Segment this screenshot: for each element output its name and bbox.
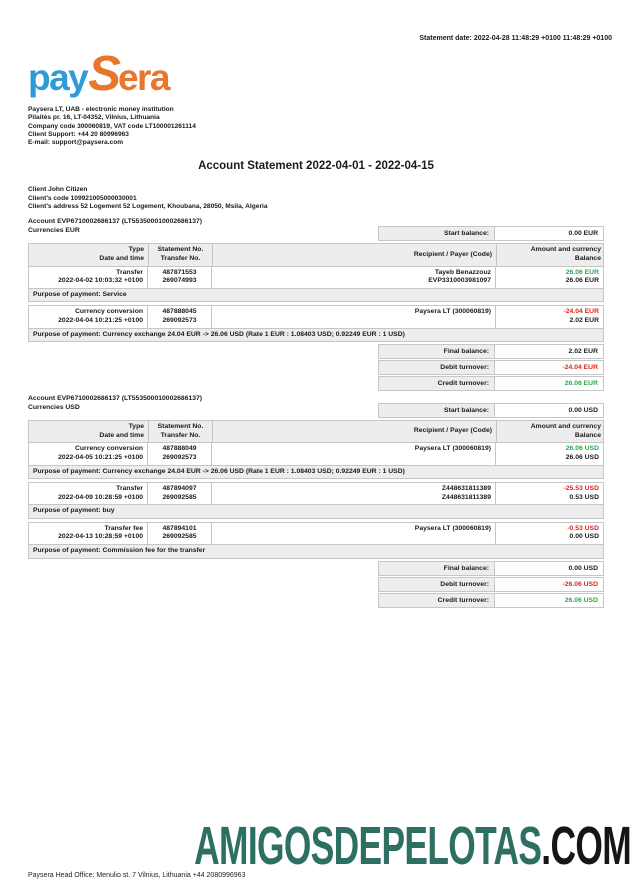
header-statement-no: Statement No. [157, 423, 204, 431]
header-type: Type [128, 246, 144, 254]
debit-turnover-value: -24.04 EUR [495, 360, 604, 375]
logo-text-era: era [117, 57, 170, 98]
transactions-table [28, 420, 604, 559]
client-address-line: Client's address 52 Logement 52 Logement, Khoubana, 28050, Msila, Algeria [28, 203, 268, 211]
client-info [28, 186, 604, 211]
transaction-row [29, 523, 603, 544]
debit-turnover-label: Debit turnover: [378, 360, 495, 375]
txn-balance: 26.06 EUR [565, 277, 599, 285]
footer-head-office: Paysera Head Office: Menulio st. 7 Vilnius, Lithuania +44 2080996963 [28, 872, 246, 879]
txn-amount: -24.04 EUR [563, 308, 599, 316]
debit-turnover-row [28, 577, 604, 592]
transaction-row [29, 483, 603, 504]
header-date-time: Date and time [99, 254, 144, 262]
credit-turnover-value: 26.06 USD [495, 593, 604, 608]
txn-recipient-code: EVP3310003981097 [428, 277, 491, 285]
txn-datetime: 2022-04-13 10:28:59 +0100 [58, 533, 143, 541]
txn-statement-no: 487894097 [162, 485, 197, 493]
txn-transfer-no: 269092573 [162, 453, 197, 461]
final-balance-value: 0.00 USD [495, 561, 604, 576]
txn-type: Transfer [116, 485, 143, 493]
credit-turnover-value: 26.06 EUR [495, 376, 604, 391]
account-header [28, 218, 604, 241]
txn-amount: 26.06 USD [565, 445, 599, 453]
transaction-row [29, 267, 603, 288]
debit-turnover-row [28, 360, 604, 375]
txn-type: Transfer [116, 268, 143, 276]
header-statement-no: Statement No. [157, 246, 204, 254]
txn-statement-no: 487888049 [162, 445, 197, 453]
purpose-of-payment: Purpose of payment: buy [29, 504, 603, 518]
paysera-logo [28, 47, 604, 101]
transaction-row [29, 306, 603, 327]
txn-transfer-no: 269092573 [162, 316, 197, 324]
account-summary [28, 561, 604, 608]
txn-datetime: 2022-04-04 10:21:25 +0100 [58, 316, 143, 324]
txn-balance: 26.06 USD [565, 453, 599, 461]
final-balance-label: Final balance: [378, 344, 495, 359]
purpose-of-payment: Purpose of payment: Currency exchange 24.04 EUR -> 26.06 USD (Rate 1 EUR : 1.08403 USD; 0.92249 EUR : 1 USD) [29, 465, 603, 479]
txn-datetime: 2022-04-05 10:21:25 +0100 [58, 453, 143, 461]
txn-type: Transfer fee [104, 524, 143, 532]
txn-transfer-no: 269092585 [162, 533, 197, 541]
txn-transfer-no: 269092585 [162, 493, 197, 501]
txn-type: Currency conversion [75, 308, 143, 316]
company-address-line: Pilaitės pr. 16, LT-04352, Vilnius, Lithuania [28, 114, 160, 122]
account-summary [28, 344, 604, 391]
debit-turnover-value: -26.06 USD [495, 577, 604, 592]
account-section-eur [28, 218, 604, 391]
credit-turnover-row [28, 593, 604, 608]
header-type: Type [128, 423, 144, 431]
debit-turnover-label: Debit turnover: [378, 577, 495, 592]
final-balance-label: Final balance: [378, 561, 495, 576]
final-balance-row [28, 561, 604, 576]
account-number-line: Account EVP6710002686137 (LT553500010002686137) [28, 218, 203, 226]
header-amount: Amount and currency [530, 246, 601, 254]
txn-datetime: 2022-04-02 10:03:32 +0100 [58, 277, 143, 285]
account-info [28, 395, 202, 412]
transaction [28, 442, 604, 479]
logo-text-pay: pay [28, 57, 88, 98]
txn-recipient: Paysera LT (300060819) [414, 524, 491, 532]
header-transfer-no: Transfer No. [160, 431, 201, 439]
purpose-of-payment: Purpose of payment: Commission fee for the transfer [29, 544, 603, 558]
table-header-row [28, 420, 604, 443]
txn-balance: 0.53 USD [569, 493, 599, 501]
txn-statement-no: 487894101 [162, 524, 197, 532]
txn-balance: 2.02 EUR [569, 316, 599, 324]
start-balance-label: Start balance: [378, 403, 495, 418]
txn-recipient: Paysera LT (300060819) [414, 445, 491, 453]
txn-recipient-code: Z448631811389 [441, 493, 491, 501]
final-balance-row [28, 344, 604, 359]
txn-transfer-no: 269074993 [162, 277, 197, 285]
txn-amount: -25.53 USD [563, 485, 599, 493]
watermark [194, 816, 631, 876]
company-name-line: Paysera LT, UAB - electronic money institution [28, 106, 174, 113]
transactions-table [28, 243, 604, 342]
company-codes-line: Company code 300060819, VAT code LT100001261114 [28, 122, 196, 130]
txn-amount: 26.06 EUR [565, 268, 599, 276]
header-amount: Amount and currency [530, 423, 601, 431]
watermark-main-text: AMIGOSDEPELOTAS [194, 816, 542, 876]
page-title: Account Statement 2022-04-01 - 2022-04-15 [198, 160, 434, 173]
account-number-line: Account EVP6710002686137 (LT553500010002686137) [28, 395, 203, 403]
transaction [28, 482, 604, 519]
account-currencies-line: Currencies EUR [28, 226, 80, 234]
txn-recipient: Tayeb Benazzouz [434, 268, 491, 276]
company-support-line: Client Support: +44 20 80996963 [28, 130, 129, 138]
company-info [28, 106, 604, 147]
transaction [28, 266, 604, 303]
account-info [28, 218, 202, 235]
txn-statement-no: 487888045 [162, 308, 197, 316]
header-balance: Balance [574, 431, 601, 439]
txn-recipient: Paysera LT (300060819) [414, 308, 491, 316]
header-transfer-no: Transfer No. [160, 254, 201, 262]
purpose-of-payment: Purpose of payment: Currency exchange 24.04 EUR -> 26.06 USD (Rate 1 EUR : 1.08403 USD; 0.92249 EUR : 1 USD) [29, 328, 603, 342]
txn-statement-no: 487871553 [162, 268, 197, 276]
account-header [28, 395, 604, 418]
client-code-line: Client's code 109921005000030001 [28, 194, 137, 202]
header-balance: Balance [574, 254, 601, 262]
watermark-suffix-text: .COM [541, 816, 631, 876]
txn-amount: -0.53 USD [567, 524, 599, 532]
credit-turnover-row [28, 376, 604, 391]
credit-turnover-label: Credit turnover: [378, 376, 495, 391]
txn-datetime: 2022-04-09 10:28:59 +0100 [58, 493, 143, 501]
txn-balance: 0.00 USD [569, 533, 599, 541]
start-balance-row [378, 226, 604, 241]
purpose-of-payment: Purpose of payment: Service [29, 288, 603, 302]
txn-type: Currency conversion [75, 445, 143, 453]
txn-recipient: Z448631811389 [441, 485, 491, 493]
credit-turnover-label: Credit turnover: [378, 593, 495, 608]
transaction-row [29, 443, 603, 464]
transaction [28, 305, 604, 342]
header-recipient: Recipient / Payer (Code) [212, 244, 496, 265]
transaction [28, 522, 604, 559]
account-section-usd [28, 395, 604, 608]
account-currencies-line: Currencies USD [28, 403, 80, 411]
client-name-line: Client John Citizen [28, 186, 88, 194]
start-balance-value: 0.00 USD [495, 403, 604, 418]
statement-content [0, 47, 632, 608]
final-balance-value: 2.02 EUR [495, 344, 604, 359]
company-email-line: E-mail: support@paysera.com [28, 139, 124, 147]
header-date-time: Date and time [99, 431, 144, 439]
header-recipient: Recipient / Payer (Code) [212, 421, 496, 442]
logo-swoosh-s: S [88, 47, 121, 101]
statement-date: Statement date: 2022-04-28 11:48:29 +0100 11:48:29 +0100 [419, 35, 612, 42]
start-balance-row [378, 403, 604, 418]
start-balance-value: 0.00 EUR [495, 226, 604, 241]
table-header-row [28, 243, 604, 266]
start-balance-label: Start balance: [378, 226, 495, 241]
